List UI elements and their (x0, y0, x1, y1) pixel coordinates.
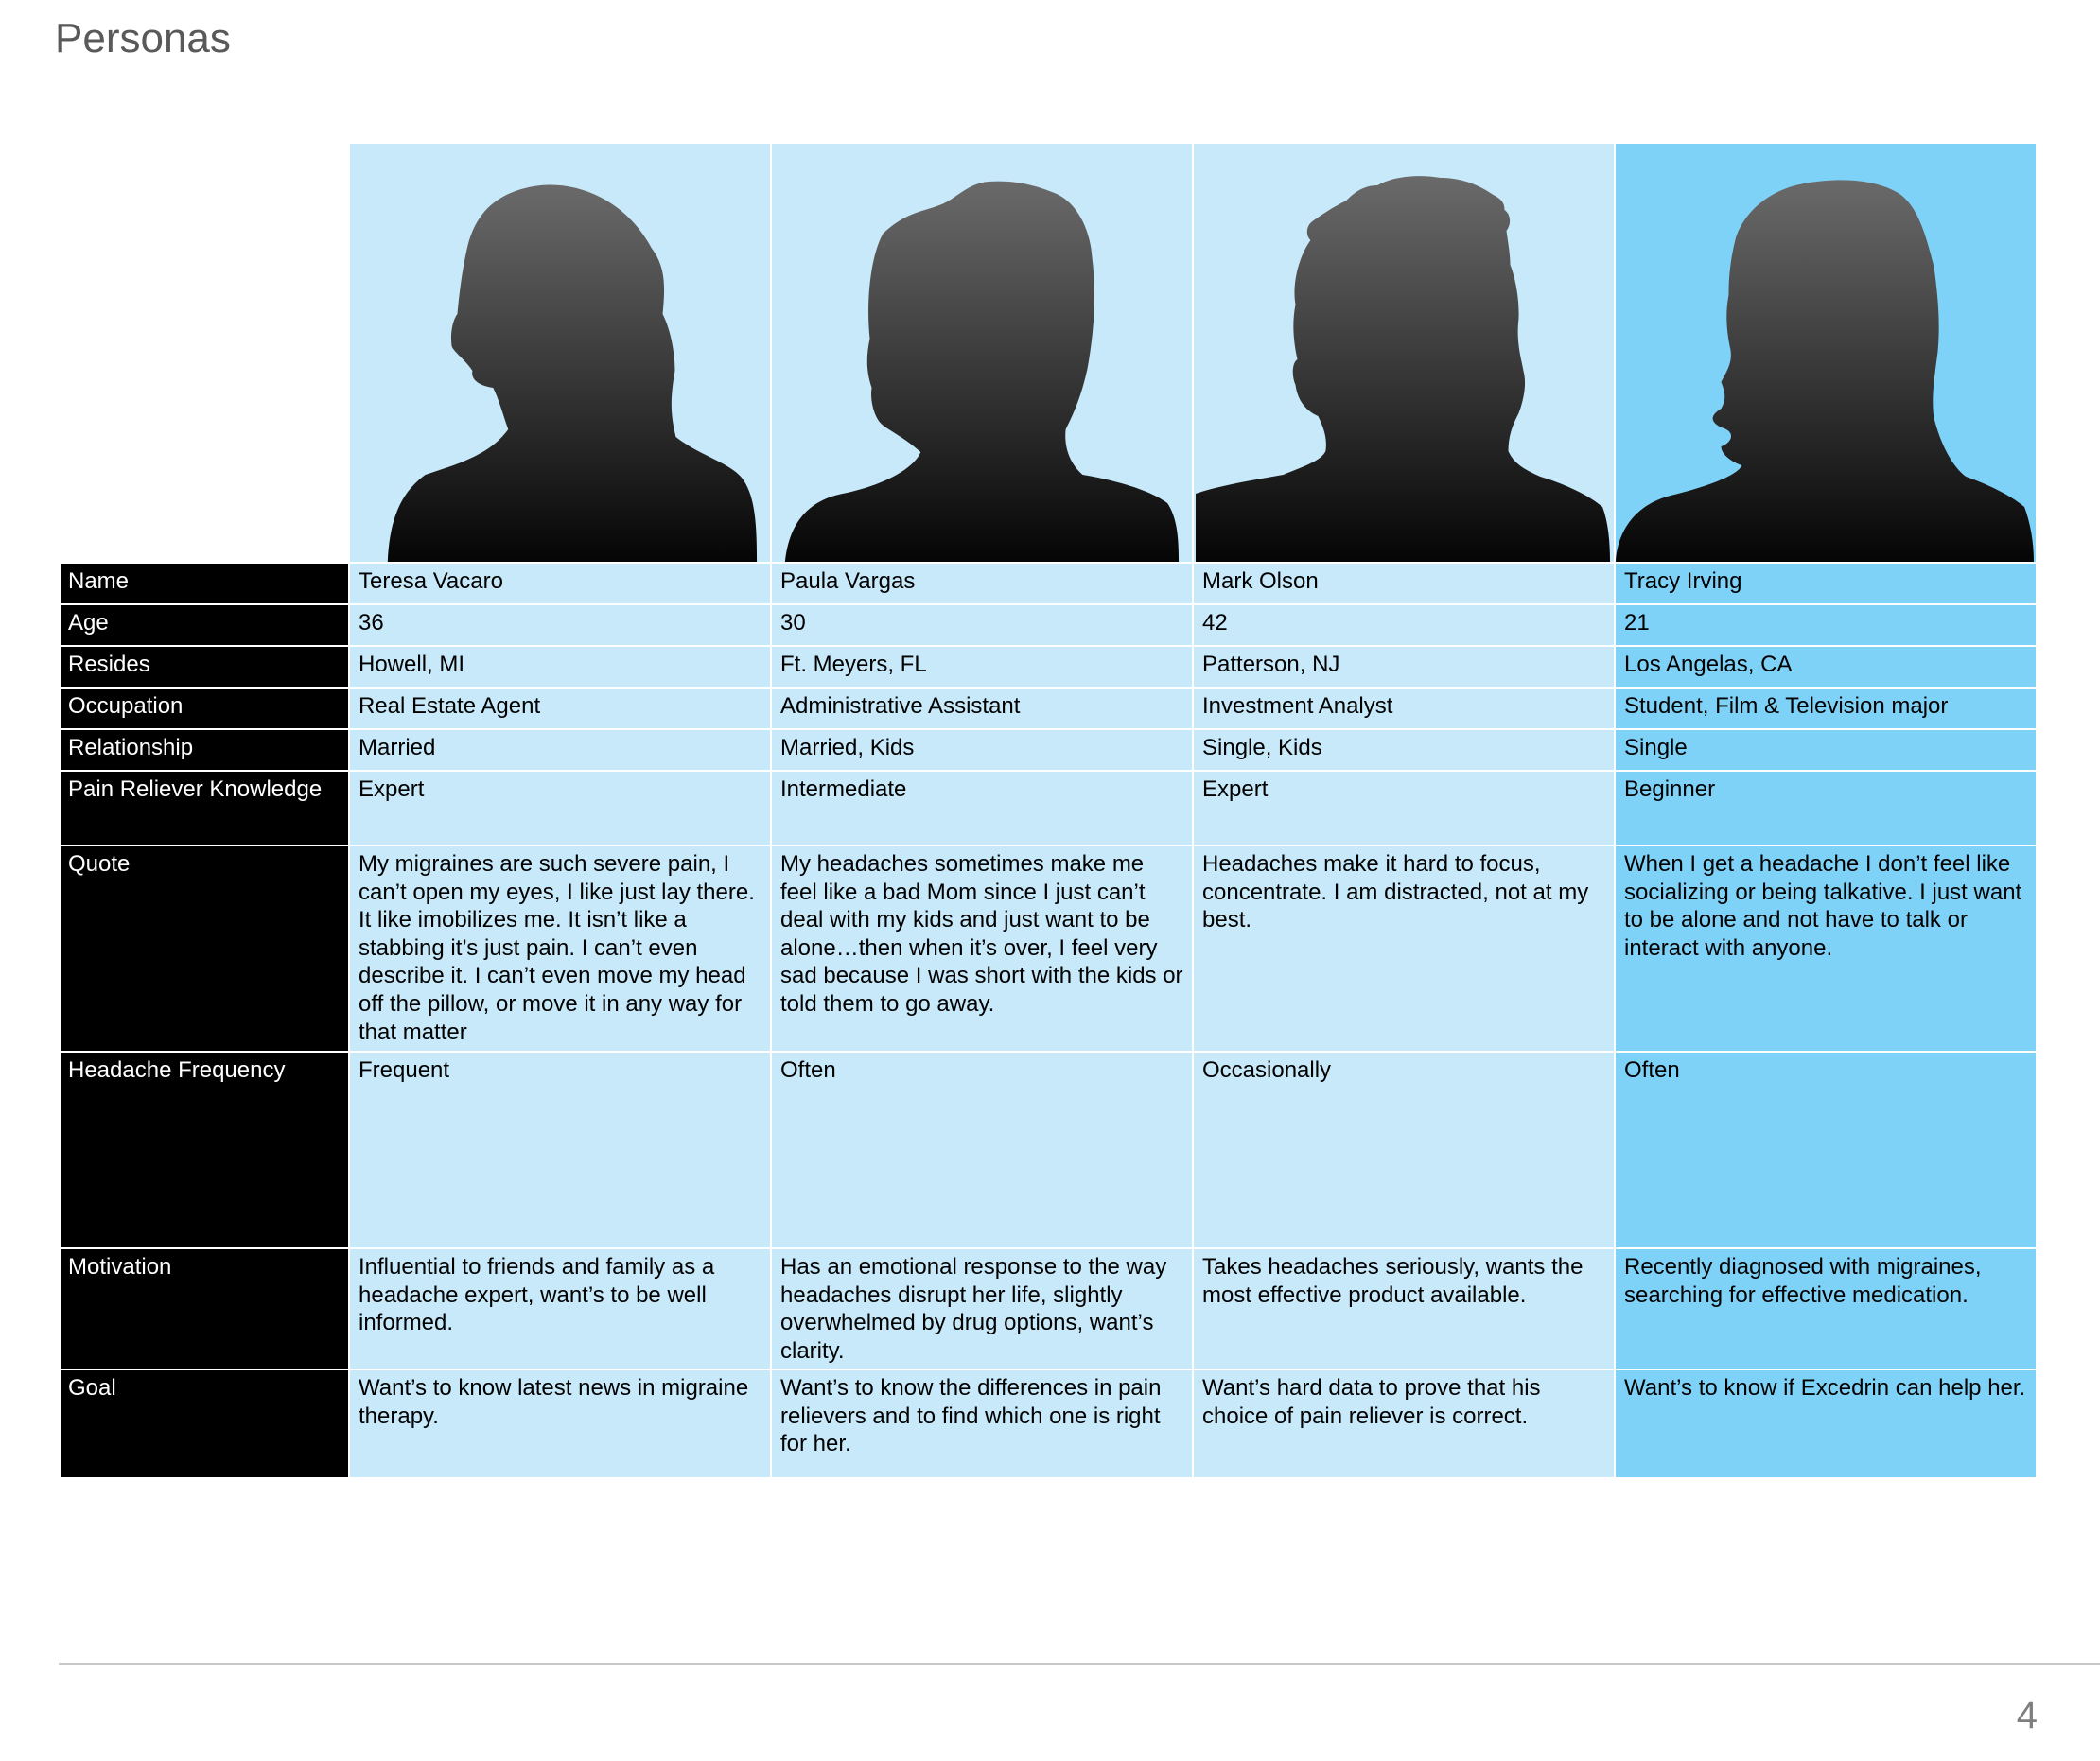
persona-relationship: Single (1615, 729, 2037, 771)
table-row (60, 1248, 2037, 1369)
persona-name: Mark Olson (1193, 563, 1615, 604)
persona-frequency: Often (1615, 1052, 2037, 1248)
persona-knowledge: Expert (1193, 771, 1615, 846)
row-label-quote: Quote (60, 846, 349, 1052)
row-label-goal: Goal (60, 1369, 349, 1478)
photo-row (60, 143, 2037, 563)
persona-knowledge: Beginner (1615, 771, 2037, 846)
persona-resides: Ft. Meyers, FL (771, 646, 1193, 688)
persona-table (59, 142, 2038, 1479)
persona-photo (771, 143, 1193, 563)
persona-goal: Want’s to know if Excedrin can help her. (1615, 1369, 2037, 1478)
row-label-motivation: Motivation (60, 1248, 349, 1369)
persona-name: Paula Vargas (771, 563, 1193, 604)
female-short-hair-silhouette-icon (772, 144, 1192, 562)
table-row (60, 688, 2037, 729)
row-label-frequency: Headache Frequency (60, 1052, 349, 1248)
persona-quote: My migraines are such severe pain, I can’t open my eyes, I like just lay there. It like imobilizes me. It isn’t like a stabbing it’s just pain. I can’t even describe it. I can’t even move my head off the pillow, or move it in any way for that matter (349, 846, 771, 1052)
persona-age: 42 (1193, 604, 1615, 646)
persona-age: 36 (349, 604, 771, 646)
footer-divider (59, 1663, 2100, 1665)
persona-photo (1193, 143, 1615, 563)
table-row (60, 771, 2037, 846)
persona-age: 21 (1615, 604, 2037, 646)
persona-resides: Patterson, NJ (1193, 646, 1615, 688)
persona-photo (1615, 143, 2037, 563)
persona-name: Teresa Vacaro (349, 563, 771, 604)
table-row (60, 846, 2037, 1052)
row-label-age: Age (60, 604, 349, 646)
table-row (60, 1052, 2037, 1248)
row-label-relationship: Relationship (60, 729, 349, 771)
page-title: Personas (55, 15, 231, 61)
persona-occupation: Investment Analyst (1193, 688, 1615, 729)
persona-relationship: Married, Kids (771, 729, 1193, 771)
persona-resides: Los Angelas, CA (1615, 646, 2037, 688)
persona-resides: Howell, MI (349, 646, 771, 688)
persona-motivation: Influential to friends and family as a headache expert, want’s to be well informed. (349, 1248, 771, 1369)
female-bob-hair-silhouette-icon (1616, 144, 2036, 562)
persona-frequency: Frequent (349, 1052, 771, 1248)
table-row (60, 1369, 2037, 1478)
persona-knowledge: Expert (349, 771, 771, 846)
row-label-resides: Resides (60, 646, 349, 688)
persona-goal: Want’s to know the differences in pain relievers and to find which one is right for her. (771, 1369, 1193, 1478)
corner-cell (60, 143, 349, 563)
persona-occupation: Real Estate Agent (349, 688, 771, 729)
persona-motivation: Has an emotional response to the way headaches disrupt her life, slightly overwhelmed by drug options, want’s clarity. (771, 1248, 1193, 1369)
persona-age: 30 (771, 604, 1193, 646)
persona-photo (349, 143, 771, 563)
persona-frequency: Often (771, 1052, 1193, 1248)
row-label-name: Name (60, 563, 349, 604)
table-row (60, 604, 2037, 646)
persona-motivation: Recently diagnosed with migraines, searching for effective medication. (1615, 1248, 2037, 1369)
row-label-knowledge: Pain Reliever Knowledge (60, 771, 349, 846)
persona-motivation: Takes headaches seriously, wants the most effective product available. (1193, 1248, 1615, 1369)
persona-relationship: Married (349, 729, 771, 771)
persona-quote: My headaches sometimes make me feel like a bad Mom since I just can’t deal with my kids and just want to be alone…then when it’s over, I feel very sad because I was short with the kids or told them to go away. (771, 846, 1193, 1052)
male-silhouette-icon (1194, 144, 1614, 562)
persona-frequency: Occasionally (1193, 1052, 1615, 1248)
row-label-occupation: Occupation (60, 688, 349, 729)
female-silhouette-icon (350, 144, 770, 562)
persona-quote: When I get a headache I don’t feel like socializing or being talkative. I just want to be alone and not have to talk or interact with anyone. (1615, 846, 2037, 1052)
persona-relationship: Single, Kids (1193, 729, 1615, 771)
page-number: 4 (2016, 1695, 2038, 1736)
persona-quote: Headaches make it hard to focus, concentrate. I am distracted, not at my best. (1193, 846, 1615, 1052)
persona-goal: Want’s hard data to prove that his choice of pain reliever is correct. (1193, 1369, 1615, 1478)
table-row (60, 563, 2037, 604)
persona-goal: Want’s to know latest news in migraine therapy. (349, 1369, 771, 1478)
persona-occupation: Administrative Assistant (771, 688, 1193, 729)
table-row (60, 729, 2037, 771)
persona-name: Tracy Irving (1615, 563, 2037, 604)
persona-occupation: Student, Film & Television major (1615, 688, 2037, 729)
table-row (60, 646, 2037, 688)
persona-knowledge: Intermediate (771, 771, 1193, 846)
